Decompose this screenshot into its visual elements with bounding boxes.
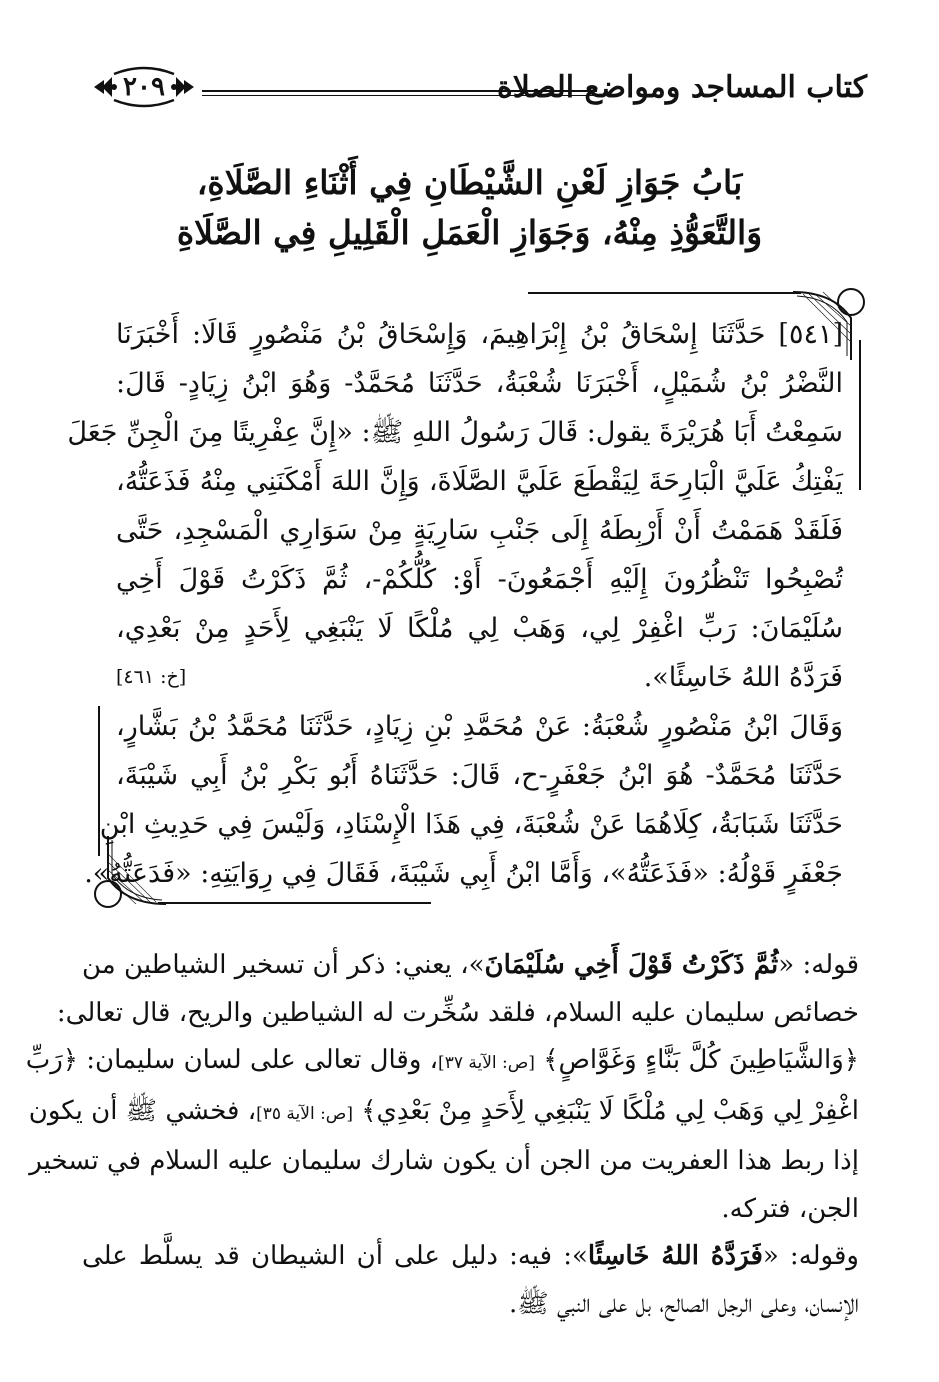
commentary-line: إذا ربط هذا العفريت من الجن أن يكون شارك سليمان عليه السلام في تسخير: [29, 1146, 859, 1176]
commentary-text: ، فخشي ﷺ أن يكون: [28, 1095, 257, 1126]
book-title: كتاب المساجد ومواضع الصلاة: [496, 70, 867, 105]
hadith-line: سُلَيْمَانَ: رَبِّ اغْفِرْ لِي، وَهَبْ لِي مُلْكًا لَا يَنْبَغِي لِأَحَدٍ مِنْ بَعْدِي،: [116, 613, 843, 644]
commentary-line: [28, 1088, 859, 1139]
commentary-line: الجن، فتركه.: [721, 1193, 859, 1224]
page-number-ornament: [92, 60, 196, 114]
hadith-last-line: [116, 653, 843, 702]
quran-verse: اغْفِرْ لِي وَهَبْ لِي مُلْكًا لَا يَنْبَغِي لِأَحَدٍ مِنْ بَعْدِي﴾: [361, 1095, 859, 1126]
commentary-text: قوله: «: [778, 950, 859, 980]
header-rule: [202, 90, 597, 96]
isnad-line: جَعْفَرٍ قَوْلُهُ: «فَذَعَتُّهُ»، وَأَمَّا ابْنُ أَبِي شَيْبَةَ، فَقَالَ فِي رِوَايَتِهِ: «فَدَعَتُّهُ».: [84, 858, 843, 889]
chapter-heading-line-1: بَابُ جَوَازِ لَعْنِ الشَّيْطَانِ فِي أَثْنَاءِ الصَّلَاةِ،: [196, 163, 743, 202]
commentary: [25, 942, 859, 1328]
chapter-heading-line-2: وَالتَّعَوُّذِ مِنْهُ، وَجَوَازِ الْعَمَلِ الْقَلِيلِ فِي الصَّلَاةِ: [176, 213, 763, 252]
hadith-box: [67, 292, 861, 904]
hadith-line: يَفْتِكُ عَلَيَّ الْبَارِحَةَ لِيَقْطَعَ عَلَيَّ الصَّلَاةَ، وَإِنَّ اللهَ أَمْكَنَنِي مِنْهُ فَذَعَتُّهُ،: [116, 466, 843, 497]
hadith-line: سَمِعْتُ أَبَا هُرَيْرَةَ يقول: قَالَ رَسُولُ اللهِ ﷺ: «إِنَّ عِفْرِيتًا مِنَ الْجِنِّ جَعَلَ: [67, 417, 843, 448]
verse-reference: [ص: الآية ٣٧]: [438, 1053, 535, 1073]
hadith-line: النَّضْرُ بْنُ شُمَيْلٍ، أَخْبَرَنَا شُعْبَةُ، حَدَّثَنَا مُحَمَّدٌ- وَهُوَ ابْنُ زِيَادٍ- قَالَ:: [116, 368, 843, 399]
isnad-line: حَدَّثَنَا مُحَمَّدٌ- هُوَ ابْنُ جَعْفَرٍ-ح، قَالَ: حَدَّثَنَاهُ أَبُو بَكْرِ بْنُ أَبِي شَيْبَةَ،: [116, 760, 843, 791]
verse-reference: [ص: الآية ٣٥]: [256, 1103, 353, 1124]
commentary-line: [82, 1233, 859, 1281]
isnad-line: حَدَّثَنَا شَبَابَةُ، كِلَاهُمَا عَنْ شُعْبَةَ، فِي هَذَا الْإِسْنَادِ، وَلَيْسَ فِي حَدِيثِ ابْنِ: [99, 809, 843, 840]
hadith-line: فَلَقَدْ هَمَمْتُ أَنْ أَرْبِطَهُ إِلَى جَنْبِ سَارِيَةٍ مِنْ سَوَارِي الْمَسْجِدِ، حَتَّى: [116, 515, 843, 546]
commentary-text: ، وقال تعالى على لسان سليمان: ﴿رَبِّ: [25, 1045, 439, 1075]
isnad-line: وَقَالَ ابْنُ مَنْصُورٍ شُعْبَةُ: عَنْ مُحَمَّدِ بْنِ زِيَادٍ، حَدَّثَنَا مُحَمَّدُ بْنُ بَشَّارٍ،: [116, 711, 843, 742]
box-right-rule: [859, 340, 861, 490]
hadith-line: [٥٤١] حَدَّثَنَا إِسْحَاقُ بْنُ إِبْرَاهِيمَ، وَإِسْحَاقُ بْنُ مَنْصُورٍ قَالَا: أَخْبَرَنَا: [116, 319, 843, 350]
hadith-line: فَرَدَّهُ اللهُ خَاسِئًا».: [643, 662, 843, 693]
commentary-line: الإنسان، وعلى الرجل الصالح، بل على النبي ﷺ.: [509, 1288, 859, 1319]
commentary-line: [82, 942, 859, 990]
running-header: [92, 58, 867, 118]
box-bottom-rule: [158, 902, 431, 904]
commentary-line: خصائص سليمان عليه السلام، فلقد سُخِّرت له الشياطين والريح، قال تعالى:: [56, 997, 859, 1028]
box-top-rule: [528, 292, 801, 294]
bukhari-reference: [خ: ٤٦١]: [116, 666, 187, 688]
quoted-phrase: فَرَدَّهُ اللهُ خَاسِئًا: [587, 1241, 763, 1271]
commentary-text: وقوله: «: [762, 1241, 859, 1271]
commentary-text: »، يعني: ذكر أن تسخير الشياطين من: [82, 950, 485, 980]
quran-verse: ﴿وَالشَّيَاطِينَ كُلَّ بَنَّاءٍ وَغَوَّاصٍ﴾: [543, 1045, 859, 1075]
hadith-text: [67, 310, 843, 898]
commentary-text: »: فيه: دليل على أن الشيطان قد يسلَّط على: [82, 1241, 588, 1271]
page-number: ٢٠٩: [123, 72, 165, 102]
commentary-line: [25, 1037, 859, 1088]
hadith-line: تُصْبِحُوا تَنْظُرُونَ إِلَيْهِ أَجْمَعُونَ- أَوْ: كُلُّكُمْ-، ثُمَّ ذَكَرْتُ قَوْلَ أَخِي: [116, 564, 843, 595]
chapter-heading: [100, 158, 839, 258]
quoted-phrase: ثُمَّ ذَكَرْتُ قَوْلَ أَخِي سُلَيْمَانَ: [484, 950, 779, 980]
